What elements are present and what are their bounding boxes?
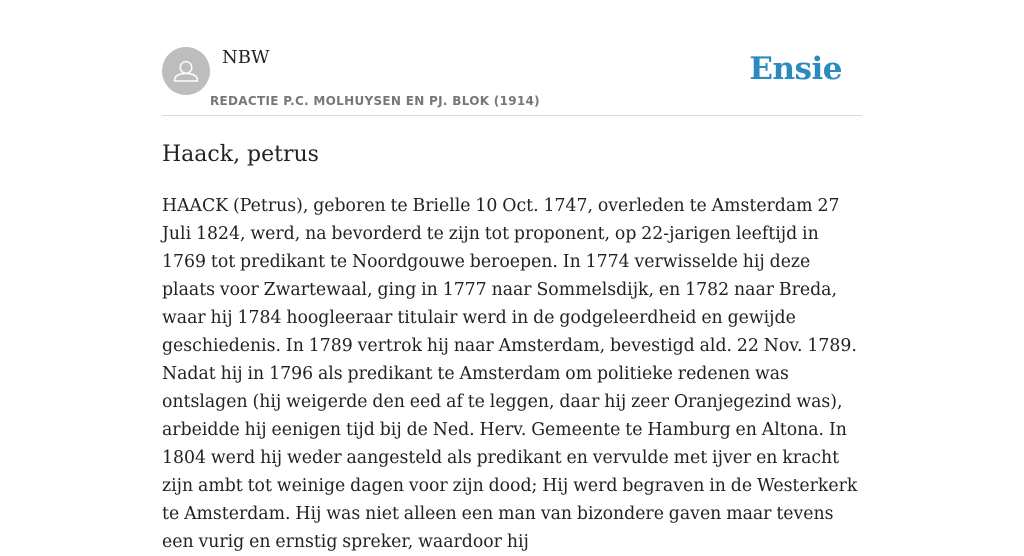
article-body: HAACK (Petrus), geboren te Brielle 10 Oct. 1747, overleden te Amsterdam 27 Juli 1824, werd, na bevorderd te zijn tot proponent, op 22-jarigen leeftijd in 1769 tot predikant te Noordgouwe beroepen. In 1774 verwisselde hij deze plaats voor Zwartewaal, ging in 1777 naar Sommelsdijk, en 1782 naar Breda, waar hij 1784 hoogleeraar titulair werd in de godgeleerdheid en gewijde geschiedenis. In 1789 vertrok hij naar Amsterdam, bevestigd ald. 22 Nov. 1789. Nadat hij in 1796 als predikant te Amsterdam om politieke redenen was ontslagen (hij weigerde den eed af te leggen, daar hij zeer Oranjegezind was), arbeidde hij eenigen tijd bij de Ned. Herv. Gemeente te Hamburg en Altona. In 1804 werd hij weder aangesteld als predikant en vervulde met ijver en kracht zijn ambt tot weinige dagen voor zijn dood; Hij werd begraven in de Westerkerk te Amsterdam. Hij was niet alleen een man van bizondere gaven maar tevens een vurig en ernstig spreker, waardoor hij xyxy=(162,196,858,552)
user-icon xyxy=(162,47,210,95)
source-label: REDACTIE P.C. MOLHUYSEN EN PJ. BLOK (1914) xyxy=(210,94,540,108)
brand-logo[interactable]: Ensie xyxy=(749,51,842,87)
avatar[interactable] xyxy=(162,47,210,95)
author-name[interactable]: NBW xyxy=(222,47,270,68)
article-title: Haack, petrus xyxy=(162,142,319,167)
article-container xyxy=(162,0,862,552)
article-header xyxy=(162,0,862,116)
